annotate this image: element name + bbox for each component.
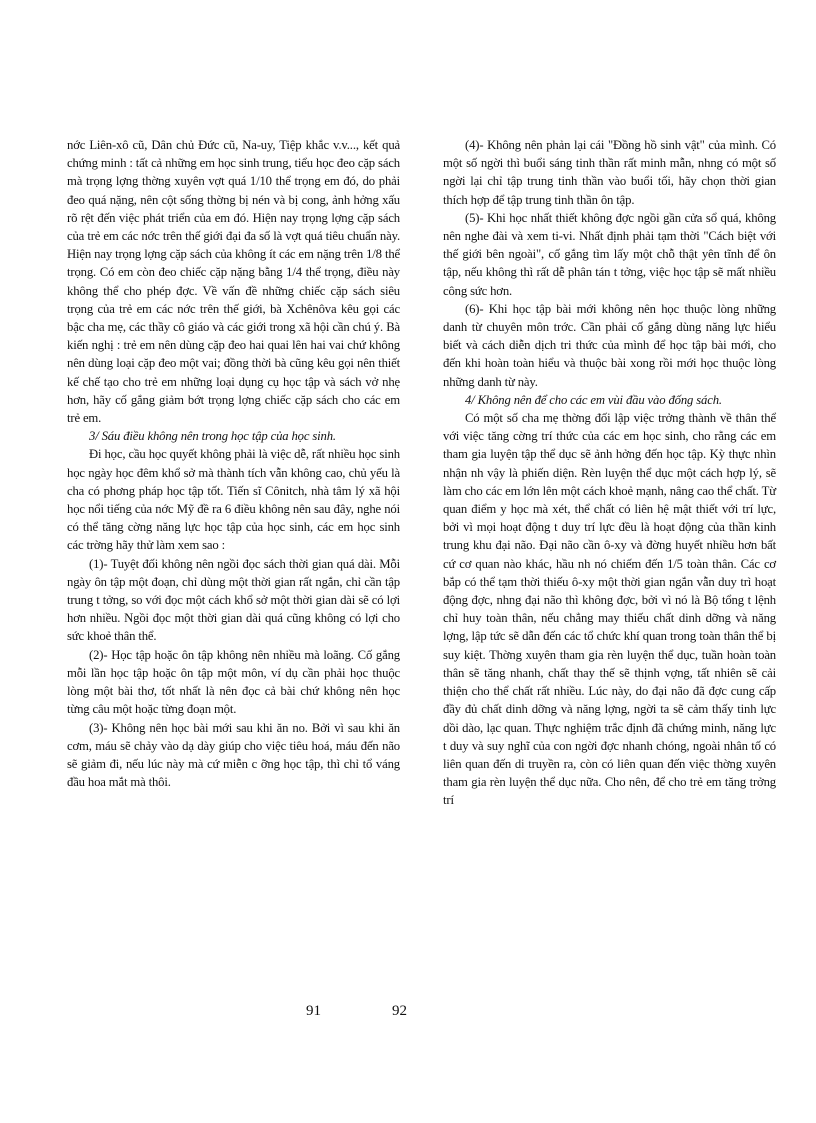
paragraph-rule-5: (5)- Khi học nhất thiết không đợc ngồi gần cửa sổ quá, không nên nghe đài và xem ti-vi. Nhất định phải tạm thời "Cách biệt với thế giới bên ngoài", cố gắng tìm lấy một chỗ thật yên tĩnh để ôn tập, nếu không thì rất dễ phân tán t tởng, việc học tập sẽ mất nhiều công sức hơn. [443,210,776,298]
paragraph-rule-6: (6)- Khi học tập bài mới không nên học thuộc lòng những danh từ chuyên môn trớc. Cần phải cố gắng dùng năng lực hiểu biết và cách diễn dịch tri thức của mình để học tập bài mới, cho đến khi hoàn toàn hiểu và thuộc bài xong rồi mới học thuộc lòng những danh từ này. [443,301,776,389]
section-heading-4: 4/ Không nên để cho các em vùi đầu vào đống sách. [465,392,722,407]
right-page-text [443,136,776,810]
paragraph-rule-2: (2)- Học tập hoặc ôn tập không nên nhiều mà loãng. Cố gắng mỗi lần học tập hoặc ôn tập một môn, ví dụ cần phải học thuộc lòng một bài thơ, tốt nhất là nên đọc cả bài chứ không nên học từng câu một hoặc từng đoạn một. [67,647,400,717]
page-number-right: 92 [392,1003,407,1019]
left-page-text [67,136,400,791]
section-heading-3: 3/ Sáu điều không nên trong học tập của học sinh. [89,429,336,444]
paragraph-rule-3: (3)- Không nên học bài mới sau khi ăn no. Bởi vì sau khi ăn cơm, máu sẽ chảy vào dạ dày giúp cho việc tiêu hoá, máu đến não sẽ giảm đi, nếu lúc này mà cứ miễn c ỡng học tập, thì chỉ tổ váng đầu hoa mắt mà thôi. [67,720,400,790]
page-number-left: 91 [306,1003,321,1019]
paragraph-exercise: Có một số cha mẹ thờng đối lập việc trởng thành về thân thể với việc tăng cờng trí thức của các em học sinh, cho rằng các em tham gia luyện tập thể dục sẽ ảnh hởng đến học tập. Kỳ thực nhìn nhận nh vậy là phiến diện. Rèn luyện thể dục một cách hợp lý, sẽ làm cho các em lớn lên một cách khoẻ mạnh, nâng cao thể chất. Từ quan điểm y học mà xét, thể chất có liên hệ mật thiết với trí lực, bởi vì mọi hoạt động t duy trí lực đều là hoạt động của thần kinh trung khu đại não. Đại não cần ô-xy và đờng huyết nhiều hơn bất cứ cơ quan nào khác, hầu nh nó chiếm đến 1/5 toàn thân. Các cơ bắp có thể tạm thời thiếu ô-xy một thời gian ngắn vẫn duy trì hoạt động đợc, nhng đại não thì không đợc, bởi vì nó là Bộ tổng t lệnh chỉ huy toàn thân, nếu chẳng may thiếu chất dinh dỡng và năng lợng, lập tức sẽ dẫn đến các tổ chức khí quan trong toàn thân thể bị suy kiệt. Thờng xuyên tham gia rèn luyện thể dục, tuần hoàn toàn thân sẽ tăng nhanh, chất thay thế sẽ thịnh vợng, tất nhiên sẽ cải thiện cho thể chất rất nhiều. Lúc này, do đại não đã đợc cung cấp đầy đủ chất dinh dỡng và năng lợng, ngời ta sẽ cảm thấy tinh lực dồi dào, lạc quan. Thực nghiệm trắc định đã chứng minh, năng lực t duy và suy nghĩ của con ngời đợc nhanh chóng, ngoài nhân tố có liên quan đến di truyền ra, còn có liên quan đến việc thờng xuyên tham gia rèn luyện thể dục nữa. Cho nên, để cho trẻ em tăng trởng trí [443,411,776,808]
paragraph-backpack-study: nớc Liên-xô cũ, Dân chủ Đức cũ, Na-uy, Tiệp khắc v.v..., kết quả chứng minh : tất cả những em học sinh trung, tiểu học đeo cặp sách mà trọng lợng thờng xuyên vợt quá 1/10 thể trọng em đó, do phải đeo quá nặng, nên cột sống thờng bị nén và bị cong, ảnh hởng xấu rõ rệt đến việc phát triển của em đó. Hiện nay trọng lợng cặp sách của trẻ em các nớc trên thế giới đại đa số là vợt quá tiêu chuẩn này. Hiện nay trọng lợng cặp sách của không ít các em nặng trên 1/8 thể trọng. Có em còn đeo chiếc cặp nặng bằng 1/4 thể trọng, điều này không thể cho phép đợc. Về vấn đề những chiếc cặp sách siêu trọng của trẻ em các nớc trên thế giới, bà Xchênôva kêu gọi các bậc cha mẹ, các thầy cô giáo và các giới trong xã hội cần chú ý. Bà kiến nghị : trẻ em nên dùng cặp đeo hai quai lên hai vai chứ không nên dùng loại cặp đeo một vai; đồng thời bà cũng kêu gọi nên thiết kế chế tạo cho trẻ em những loại dụng cụ học tập và sách vở nhẹ hơn, hãy cố gắng giảm bớt trọng lợng chiếc cặp sách cho các em trẻ em. [67,138,400,426]
paragraph-rule-4: (4)- Không nên phản lại cái "Đồng hồ sinh vật" của mình. Có một số ngời thì buổi sáng tinh thần rất minh mẫn, nhng có một số ngời lại chỉ tập trung tinh thần vào buổi tối, hãy chọn thời gian thích hợp để tập trung tinh thần ôn tập. [443,138,776,207]
paragraph-rule-1: (1)- Tuyệt đối không nên ngồi đọc sách thời gian quá dài. Mỗi ngày ôn tập một đoạn, chỉ dùng một thời gian rất ngắn, chỉ cần tập trung t tởng, so với đọc một cách khổ sở một thời gian dài sẽ có lợi hơn nhiều. Ngồi đọc một thời gian dài quá cũng không có lợi cho sức khoẻ thân thể. [67,556,400,644]
paragraph-intro-six-rules: Đi học, cầu học quyết không phải là việc dễ, rất nhiều học sinh học ngày học đêm khổ sở mà thành tích vẫn không cao, chủ yếu là cha có phơng pháp học tập tốt. Tiến sĩ Cônitch, nhà tâm lý xã hội học nổi tiếng của nớc Mỹ đề ra 6 điều không nên sau đây, nghe nói có thể tăng cờng năng lực học tập của học sinh, các em học sinh các trờng hãy thử làm xem sao : [67,447,400,553]
